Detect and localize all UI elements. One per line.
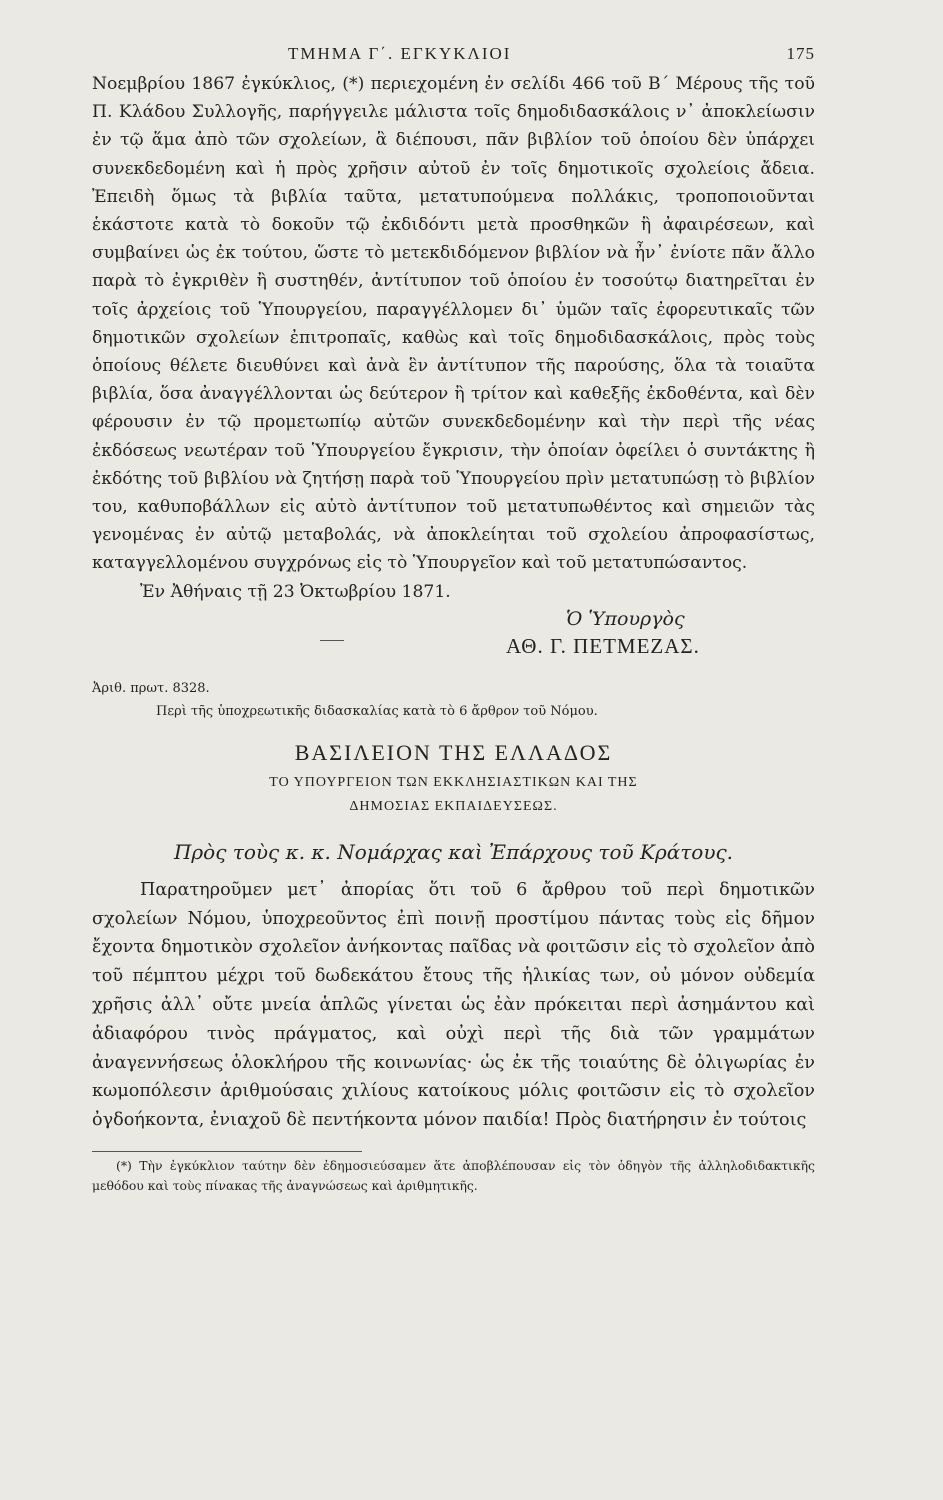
running-title: ΤΜΗΜΑ Γ΄. ΕΓΚΥΚΛΙΟΙ <box>288 44 512 63</box>
addressee: Πρὸς τοὺς κ. κ. Νομάρχας καὶ Ἐπάρχους τοῦ Κράτους. <box>173 839 734 864</box>
ministry-heading-line1: ΤΟ ΥΠΟΥΡΓΕΙΟΝ ΤΩΝ ΕΚΚΛΗΣΙΑΣΤΙΚΩΝ ΚΑΙ ΤΗΣ <box>269 774 638 790</box>
reference-number: Ἀριθ. πρωτ. 8328. <box>92 680 210 696</box>
page-number: 175 <box>786 44 815 63</box>
ministry-heading-line2: ΔΗΜΟΣΙΑΣ ΕΚΠΑΙΔΕΥΣΕΩΣ. <box>349 798 558 814</box>
document-subject: Περὶ τῆς ὑποχρεωτικῆς διδασκαλίας κατὰ τὸ 6 ἄρθρον τοῦ Νόμου. <box>156 703 598 719</box>
signature-dash <box>320 640 344 641</box>
second-document-body: Παρατηροῦμεν μετ᾽ ἀπορίας ὅτι τοῦ 6 ἄρθρου τοῦ περὶ δημοτικῶν σχολείων Νόμου, ὑποχρεοῦντος ἐπὶ ποινῇ προστίμου πάντας τοὺς εἰς δῆμον ἔχοντα δημοτικὸν σχολεῖον ἀνήκοντας παῖδας νὰ φοιτῶσιν εἰς τὸ σχολεῖον ἀπὸ τοῦ πέμπτου μέχρι τοῦ δωδεκάτου ἔτους τῆς ἡλικίας των, οὐ μόνον οὐδεμία χρῆσις ἀλλ᾽ οὔτε μνεία ἁπλῶς γίνεται ὡς ἐὰν πρόκειται περὶ ἀσημάντου καὶ ἀδιαφόρου τινὸς πράγματος, καὶ οὐχὶ περὶ τῆς διὰ τῶν γραμμάτων ἀναγεννήσεως ὁλοκλήρου τῆς κοινωνίας· ὡς ἐκ τῆς τοιαύτης δὲ ὀλιγωρίας ἐν κωμοπόλεσιν ἀριθμούσαις χιλίους κατοίκους μόλις φοιτῶσιν εἰς τὸ σχολεῖον ὀγδοήκοντα, ἐνιαχοῦ δὲ πεντήκοντα μόνον παιδία! Πρὸς διατήρησιν ἐν τούτοις <box>92 879 815 1131</box>
signature-name: ΑΘ. Γ. ΠΕΤΜΕΖΑΣ. <box>506 633 700 658</box>
signature-role: Ὁ Ὑπουργὸς <box>566 607 685 630</box>
kingdom-heading: ΒΑΣΙΛΕΙΟΝ ΤΗΣ ΕΛΛΑΔΟΣ <box>294 739 613 765</box>
footnote: (*) Τὴν ἐγκύκλιον ταύτην δὲν ἐδημοσιεύσαμεν ἅτε ἀποβλέπουσαν εἰς τὸν ὁδηγὸν τῆς ἀλληλοδιδακτικῆς μεθόδου καὶ τοὺς πίνακας τῆς ἀναγνώσεως καὶ ἀριθμητικῆς. <box>92 1158 815 1194</box>
circular-body: Νοεμβρίου 1867 ἐγκύκλιος, (*) περιεχομένη ἐν σελίδι 466 τοῦ Β΄ Μέρους τῆς τοῦ Π. Κλάδου Συλλογῆς, παρήγγειλε μάλιστα τοῖς δημοδιδασκάλοις ν᾽ ἀποκλείωσιν ἐν τῷ ἅμα ἀπὸ τῶν σχολείων, ἃ διέπουσι, πᾶν βιβλίον τοῦ ὁποίου δὲν ὑπάρχει συνεκδεδομένη καὶ ἡ πρὸς χρῆσιν αὐτοῦ ἐν τοῖς δημοτικοῖς σχολείοις ἄδεια. Ἐπειδὴ ὅμως τὰ βιβλία ταῦτα, μετατυπούμενα πολλάκις, τροποποιοῦνται ἑκάστοτε κατὰ τὸ δοκοῦν τῷ ἐκδιδόντι μετὰ προσθηκῶν ἢ ἀφαιρέσεων, καὶ συμβαίνει ὡς ἐκ τούτου, ὥστε τὸ μετεκδιδόμενον βιβλίον νὰ ἦν᾽ ἐνίοτε πᾶν ἄλλο παρὰ τὸ ἐγκριθὲν ἢ συστηθέν, ἀντίτυπον τοῦ ὁποίου ἐν τοσούτῳ διατηρεῖται ἐν τοῖς ἀρχείοις τοῦ Ὑπουργείου, παραγγέλλομεν δι᾽ ὑμῶν ταῖς ἐφορευτικαῖς τῶν δημοτικῶν σχολείων ἐπιτροπαῖς, καθὼς καὶ τοῖς δημοδιδασκάλοις, πρὸς τοὺς ὁποίους θέλετε διευθύνει καὶ ἀνὰ ἓν ἀντίτυπον τῆς παρούσης, ὅλα τὰ τοιαῦτα βιβλία, ὅσα ἀναγγέλλονται ὡς δεύτερον ἢ τρίτον καὶ καθεξῆς ἐκδοθέντα, καὶ δὲν φέρουσιν ἐν τῷ προμετωπίῳ αὐτῶν συνεκδεδομένην καὶ τὴν περὶ τῆς νέας ἐκδόσεως νεωτέραν τοῦ Ὑπουργείου ἔγκρισιν, τὴν ὁποίαν ὀφείλει ὁ συντάκτης ἢ ἐκδότης τοῦ βιβλίου νὰ ζητήσῃ παρὰ τοῦ Ὑπουργείου πρὶν μετατυπώσῃ τὸ βιβλίον του, καθυποβάλλων εἰς αὐτὸ ἀντίτυπον τοῦ μετατυπωθέντος καὶ σημειῶν τὰς γενομένας ἐν αὐτῷ μεταβολάς, νὰ ἀποκλείηται τοῦ σχολείου ἀπροφασίστως, καταγγελλομένου συγχρόνως εἰς τὸ Ὑπουργεῖον καὶ τοῦ μετατυπώσαντος. <box>92 74 815 574</box>
footnote-rule <box>92 1151 362 1152</box>
dateline: Ἐν Ἀθήναις τῇ 23 Ὀκτωβρίου 1871. <box>140 581 451 602</box>
running-head <box>92 44 815 70</box>
signature-block <box>92 606 815 662</box>
